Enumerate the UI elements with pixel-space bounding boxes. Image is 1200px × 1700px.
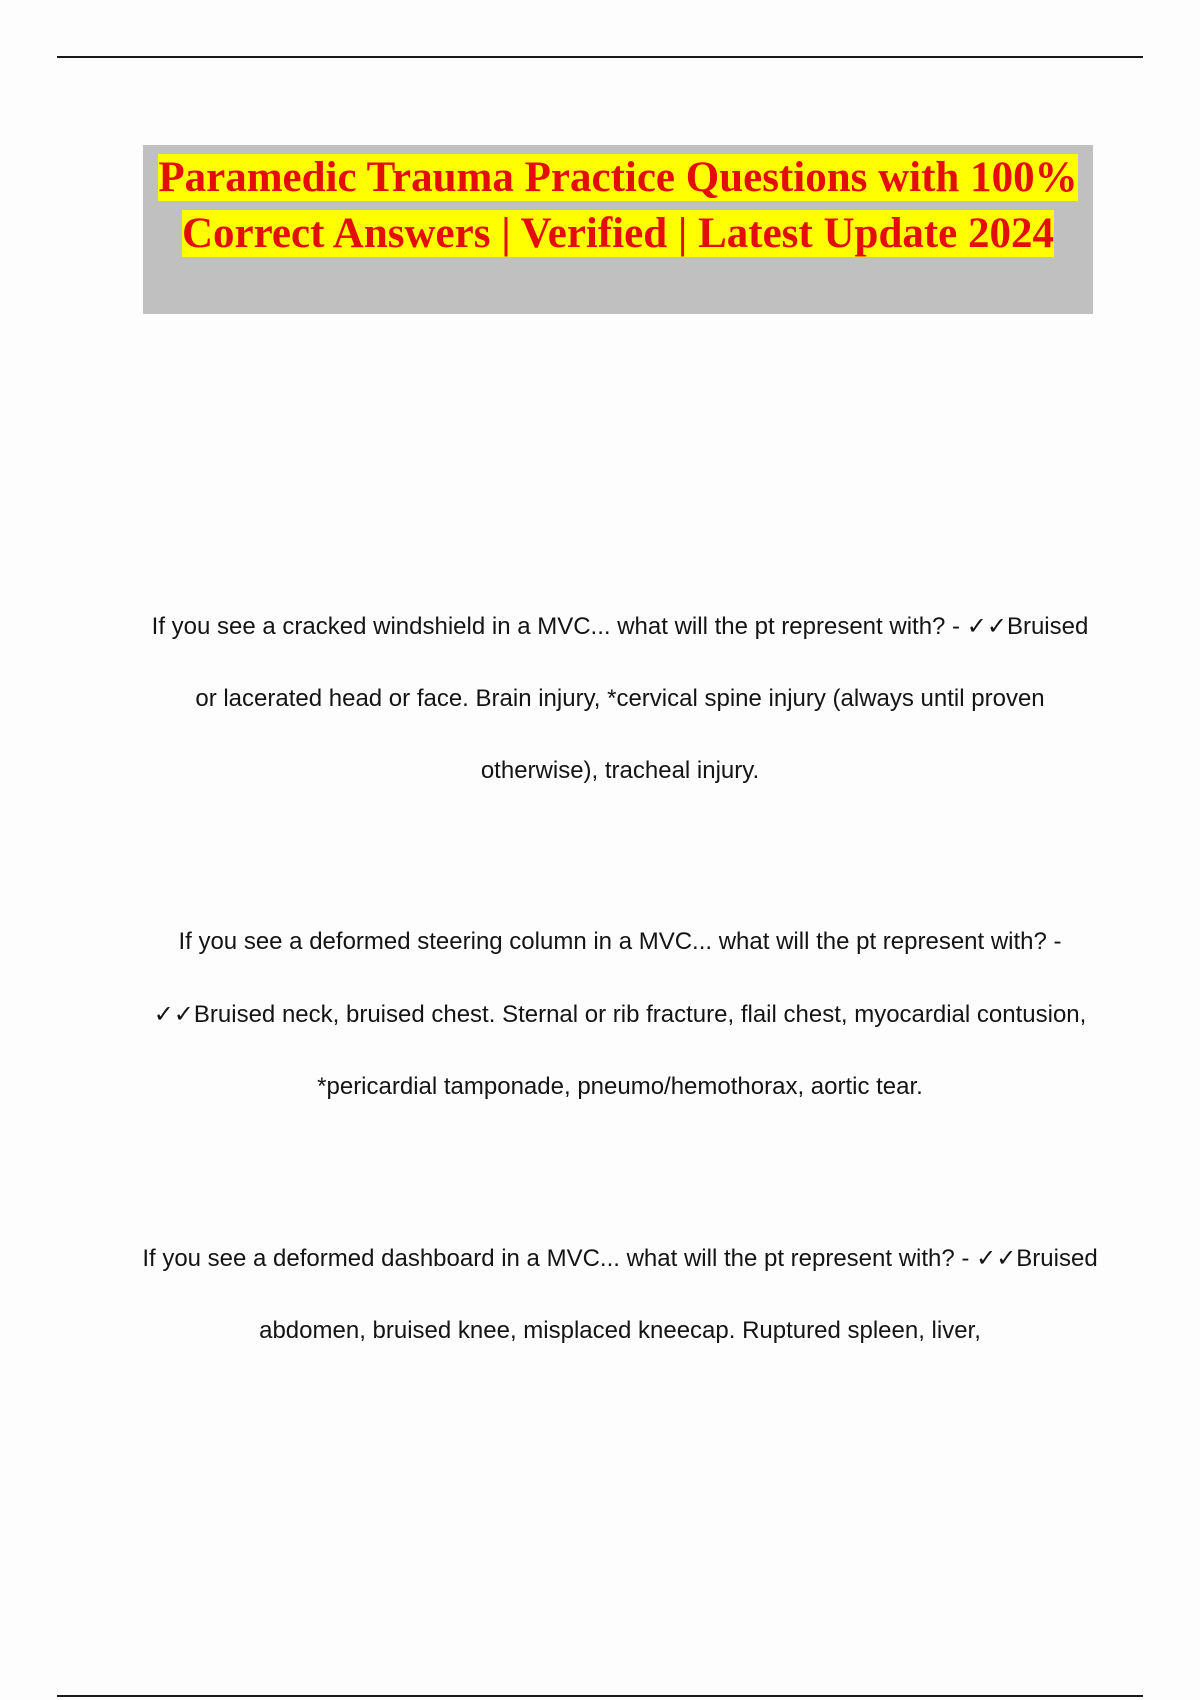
qa-item-1 <box>140 590 1100 807</box>
qa-item-2 <box>140 906 1100 1123</box>
checkmark-icon: ✓✓ <box>966 612 1007 640</box>
title-banner <box>143 145 1093 314</box>
checkmark-icon: ✓✓ <box>976 1244 1017 1272</box>
question-text: If you see a cracked windshield in a MVC... what will the pt represent with? - <box>151 613 967 640</box>
title-highlight: Paramedic Trauma Practice Questions with 100% Correct Answers | Verified | Latest Update 2024 <box>158 154 1078 257</box>
answer-text: Bruised neck, bruised chest. Sternal or rib fracture, flail chest, myocardial contusion, *pericardial tamponade, pneumo/hemothorax, aortic tear. <box>193 1001 1087 1100</box>
answer-text: Bruised or lacerated head or face. Brain injury, *cervical spine injury (always until proven otherwise), tracheal injury. <box>195 613 1089 784</box>
header-rule <box>57 56 1143 58</box>
question-text: If you see a deformed steering column in a MVC... what will the pt represent with? - <box>178 928 1062 955</box>
question-list <box>140 590 1100 1466</box>
footer-rule <box>57 1695 1143 1697</box>
question-text: If you see a deformed dashboard in a MVC... what will the pt represent with? - <box>142 1245 977 1272</box>
document-title <box>143 150 1093 262</box>
qa-item-3 <box>140 1222 1100 1367</box>
answer-text: Bruised abdomen, bruised knee, misplaced kneecap. Ruptured spleen, liver, <box>259 1245 1098 1344</box>
checkmark-icon: ✓✓ <box>153 1000 194 1028</box>
